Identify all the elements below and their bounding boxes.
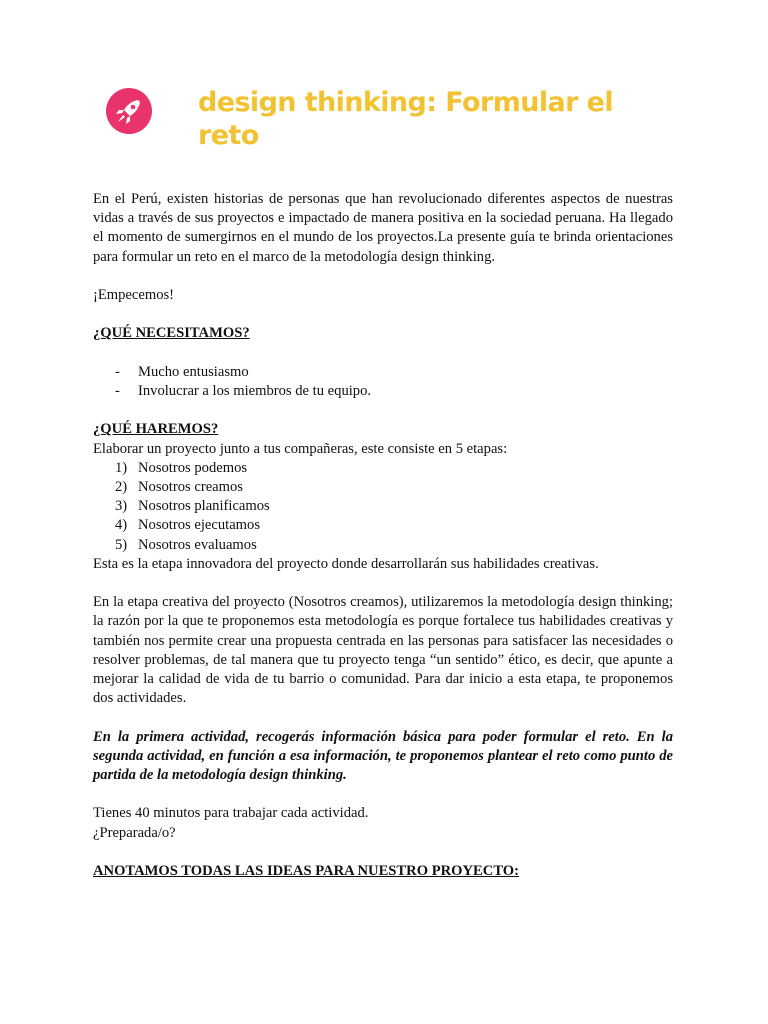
activities-paragraph: En la primera actividad, recogerás información básica para poder formular el reto. En la segunda actividad, en función a esa información, te proponemos plantear el reto como punto de partida de la metodología design thinking.	[93, 728, 673, 783]
list-label: Nosotros creamos	[138, 478, 243, 495]
time-line: Tienes 40 minutos para trabajar cada actividad.	[93, 805, 369, 822]
list-number: 2)	[115, 478, 128, 495]
list-label: Nosotros planificamos	[138, 498, 270, 515]
list-number: 3)	[115, 498, 128, 515]
page-title: design thinking: Formular el reto	[198, 87, 614, 151]
list-label: Nosotros ejecutamos	[138, 517, 260, 534]
list-label: Nosotros podemos	[138, 459, 248, 476]
ready-line: ¿Preparada/o?	[93, 824, 176, 841]
rocket-icon	[106, 88, 152, 134]
list-number: 1)	[115, 459, 128, 476]
logo	[106, 88, 152, 134]
plan-intro: Elaborar un proyecto junto a tus compañeras, este consiste en 5 etapas:	[93, 440, 508, 457]
stages-list	[93, 459, 673, 555]
list-item	[93, 497, 673, 516]
list-item	[93, 459, 673, 478]
list-label: Nosotros evaluamos	[138, 536, 257, 553]
creative-paragraph: En la etapa creativa del proyecto (Nosotros creamos), utilizaremos la metodología design thinking; la razón por la que te proponemos esta metodología es porque fortalece tus habilidades creativas y también nos permite crear una propuesta centrada en las personas para satisfacer las necesidades o resolver problemas, de tal manera que tu proyecto tenga “un sentido” ético, es decir, que apunte a mejorar la calidad de vida de tu barrio o comunidad. Para dar inicio a esta etapa, te proponemos dos actividades.	[93, 594, 673, 707]
ideas-heading: ANOTAMOS TODAS LAS IDEAS PARA NUESTRO PROYECTO:	[93, 862, 519, 879]
document-body	[93, 190, 673, 881]
list-item: - Involucrar a los miembros de tu equipo.	[93, 382, 673, 401]
needs-list	[93, 363, 673, 401]
list-item	[93, 478, 673, 497]
intro-paragraph: En el Perú, existen historias de personas que han revolucionado diferentes aspectos de nuestras vidas a través de sus proyectos e impactado de manera positiva en la sociedad peruana. Ha llegado el momento de sumergirnos en el mundo de los proyectos.La presente guía te brinda orientaciones para formular un reto en el marco de la metodología design thinking.	[93, 191, 673, 265]
needs-heading: ¿QUÉ NECESITAMOS?	[93, 325, 250, 342]
list-item	[93, 516, 673, 535]
list-item: - Mucho entusiasmo	[93, 363, 673, 382]
list-number: 4)	[115, 517, 128, 534]
plan-heading: ¿QUÉ HAREMOS?	[93, 421, 219, 438]
list-item	[93, 536, 673, 555]
stage-note: Esta es la etapa innovadora del proyecto donde desarrollarán sus habilidades creativas.	[93, 555, 599, 572]
start-line: ¡Empecemos!	[93, 287, 175, 303]
list-number: 5)	[115, 536, 128, 553]
